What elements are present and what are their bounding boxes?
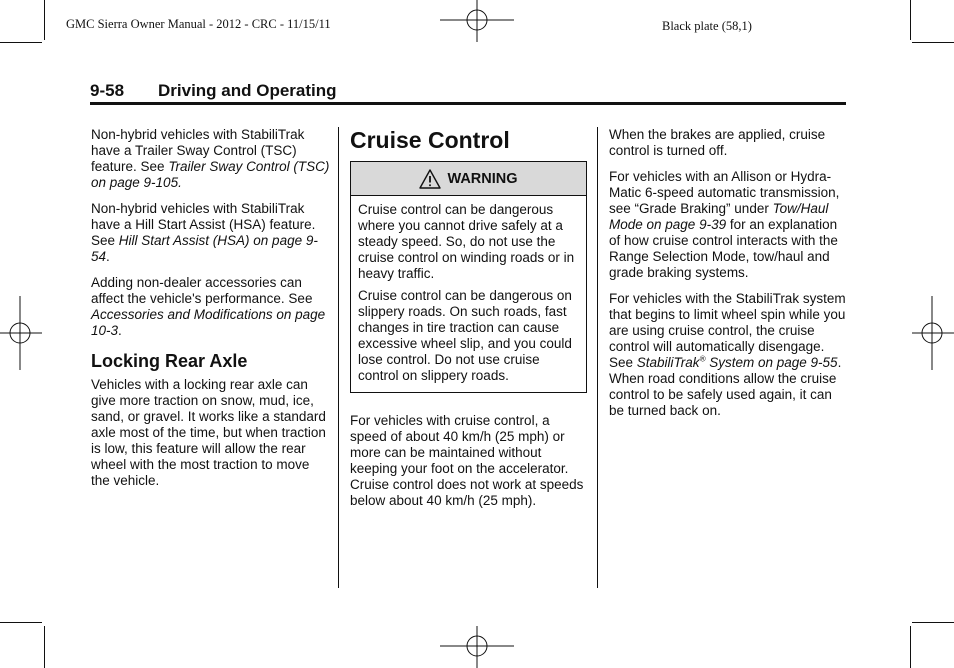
page-header (90, 81, 846, 105)
running-head-right: Black plate (58,1) (662, 19, 752, 33)
column-divider (338, 127, 339, 588)
registration-mark-right (912, 296, 954, 370)
cross-reference[interactable]: Trailer Sway Control (TSC) on page 9-105. (91, 159, 330, 190)
paragraph: Adding non-dealer accessories can affect the vehicle's performance. See Accessories and Modifications on page 10-3. (91, 275, 326, 338)
crop-mark (0, 622, 42, 623)
crop-mark (912, 622, 954, 623)
paragraph: Non-hybrid vehicles with StabiliTrak have a Hill Start Assist (HSA) feature. See Hill Start Assist (HSA) on page 9-54. (91, 201, 318, 264)
paragraph: For vehicles with the StabiliTrak system that begins to limit wheel spin while you are using cruise control, the cruise control will automatically disengage. See StabiliTrak® System on page 9-55. When road conditions allow the cruise control to be safely used again, it can be turned back on. (609, 291, 846, 418)
paragraph: Vehicles with a locking rear axle can give more traction on snow, mud, ice, sand, or gravel. It works like a standard axle most of the time, but when traction is low, this feature will allow the rear wheel with the most traction to move the vehicle. (91, 377, 326, 488)
warning-triangle-icon (419, 169, 441, 189)
warning-label: WARNING (447, 170, 518, 187)
paragraph: For vehicles with cruise control, a speed of about 40 km/h (25 mph) or more can be maintained without keeping your foot on the accelerator. Cruise control does not work at speeds below about 40 km/h (25 mph). (350, 413, 584, 508)
paragraph: For vehicles with an Allison or Hydra-Matic 6-speed automatic transmission, see “Grade Braking” under Tow/Haul Mode on page 9-39 for an explanation of how cruise control interacts with the Range Selection Mode, tow/haul and grade braking systems. (609, 169, 840, 280)
crop-mark (44, 626, 45, 668)
warning-box (350, 161, 587, 393)
registration-mark-top (440, 0, 514, 42)
cross-reference[interactable]: Hill Start Assist (HSA) on page 9-54 (91, 233, 318, 264)
crop-mark (44, 0, 45, 40)
registration-mark-bottom (440, 626, 514, 668)
warning-body (351, 196, 586, 392)
crop-mark (910, 626, 911, 668)
column-divider (597, 127, 598, 588)
paragraph: Cruise control can be dangerous on slippery roads. On such roads, fast changes in tire traction can cause excessive wheel slip, and you could lose control. Do not use cruise control on slippery roads. (358, 288, 572, 383)
paragraph: Cruise control can be dangerous where you cannot drive safely at a steady speed. So, do not use the cruise control on winding roads or in heavy traffic. (358, 202, 575, 281)
warning-header (351, 162, 586, 196)
page-number: 9-58 (90, 81, 125, 100)
crop-mark (910, 0, 911, 40)
cross-reference[interactable]: StabiliTrak® System on page 9-55 (636, 354, 838, 370)
crop-mark (912, 42, 954, 43)
cross-reference[interactable]: Tow/Haul Mode on page 9-39 (609, 201, 829, 232)
section-title-main: Cruise Control (350, 127, 510, 153)
registration-mark-left (0, 296, 42, 370)
cross-reference[interactable]: Accessories and Modifications on page 10-3 (91, 307, 326, 338)
column-left (91, 127, 331, 489)
running-head-left: GMC Sierra Owner Manual - 2012 - CRC - 11/15/11 (66, 17, 331, 31)
section-heading: Locking Rear Axle (91, 351, 248, 371)
crop-mark (0, 42, 42, 43)
paragraph: When the brakes are applied, cruise control is turned off. (609, 127, 826, 158)
column-right (609, 127, 847, 419)
section-title: Driving and Operating (158, 81, 337, 100)
column-middle (350, 127, 590, 509)
paragraph: Non-hybrid vehicles with StabiliTrak have a Trailer Sway Control (TSC) feature. See Trailer Sway Control (TSC) on page 9-105. (91, 127, 330, 190)
